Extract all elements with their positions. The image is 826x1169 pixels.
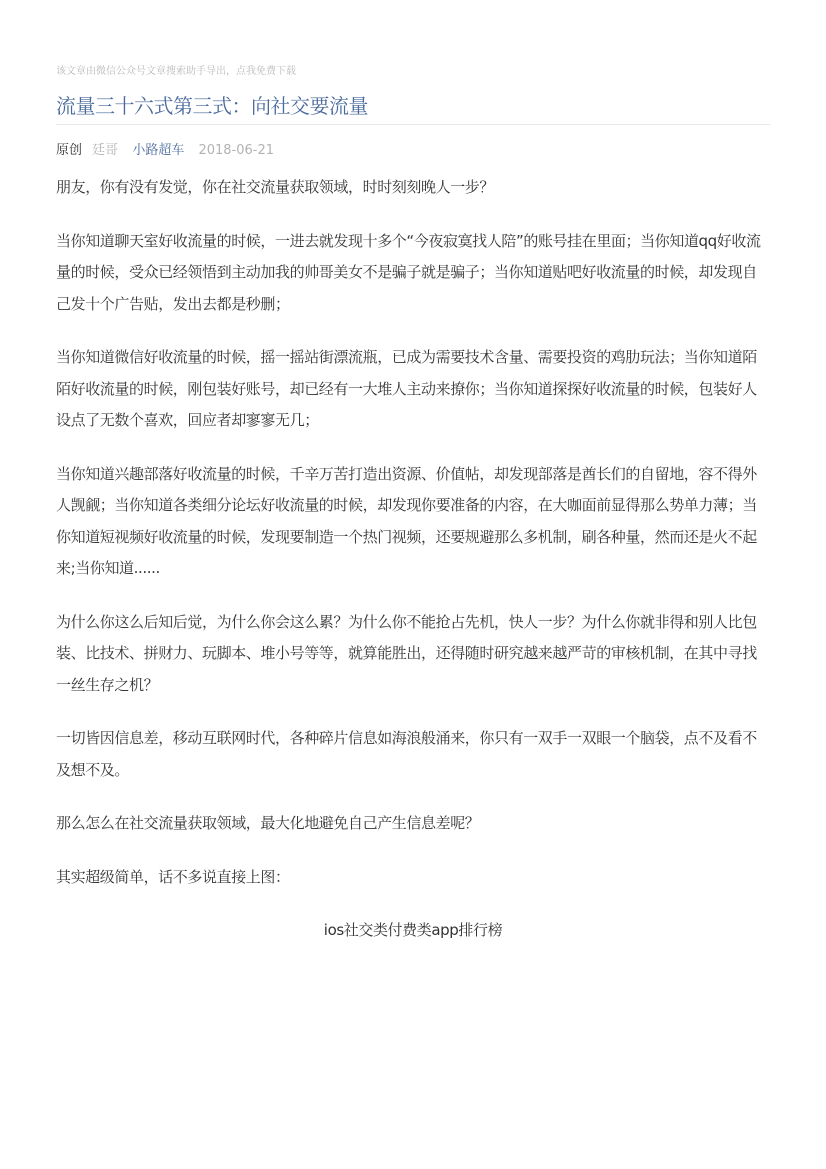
paragraph: 为什么你这么后知后觉，为什么你会这么累？为什么你不能抢占先机，快人一步？为什么你就非得和别人比包装、比技术、拼财力、玩脚本、堆小号等等，就算能胜出，还得随时研究越来越严苛的审核机制，在其中寻找一丝生存之机？ — [56, 612, 757, 694]
paragraph: 朋友，你有没有发觉，你在社交流量获取领域，时时刻刻晚人一步？ — [56, 178, 495, 196]
paragraph: 当你知道微信好收流量的时候，摇一摇站街漂流瓶，已成为需要技术含量、需要投资的鸡肋玩法；当你知道陌陌好收流量的时候，刚包装好账号，却已经有一大堆人主动来撩你；当你知道探探好收流量的时候，包装好人设点了无数个喜欢，回应者却寥寥无几； — [56, 348, 757, 429]
image-caption: ios社交类付费类app排行榜 — [323, 921, 503, 939]
paragraph: 当你知道聊天室好收流量的时候，一进去就发现十多个“今夜寂寞找人陪”的账号挂在里面；当你知道qq好收流量的时候，受众已经领悟到主动加我的帅哥美女不是骗子就是骗子；当你知道贴吧好收流量的时候，却发现自己发十个广告贴，发出去都是秒删； — [56, 231, 761, 313]
account-name-link[interactable]: 小路超车 — [132, 143, 185, 158]
article-title: 流量三十六式第三式：向社交要流量 — [56, 94, 368, 118]
original-tag: 原创 — [56, 143, 83, 158]
title-divider — [56, 124, 770, 125]
article-body — [56, 172, 770, 969]
author-name: 廷哥 — [92, 143, 119, 158]
paragraph: 其实超级简单，话不多说直接上图： — [56, 867, 290, 886]
paragraph: 当你知道兴趣部落好收流量的时候，千辛万苦打造出资源、价值帖，却发现部落是酋长们的自留地，容不得外人觊觎；当你知道各类细分论坛好收流量的时候，却发现你要准备的内容，在大咖面前显得那么势单力薄；当你知道短视频好收流量的时候，发现要制造一个热门视频，还要规避那么多机制，刷各种量，然而还是火不起来;当你知道...... — [56, 464, 757, 577]
paragraph: 那么怎么在社交流量获取领域，最大化地避免自己产生信息差呢？ — [56, 814, 480, 832]
paragraph: 一切皆因信息差，移动互联网时代，各种碎片信息如海浪般涌来，你只有一双手一双眼一个脑袋，点不及看不及想不及。 — [56, 729, 757, 779]
article-meta — [56, 139, 274, 158]
publish-date: 2018-06-21 — [198, 143, 275, 158]
export-note-link[interactable]: 该文章由微信公众号文章搜索助手导出，点我免费下载 — [56, 66, 296, 77]
